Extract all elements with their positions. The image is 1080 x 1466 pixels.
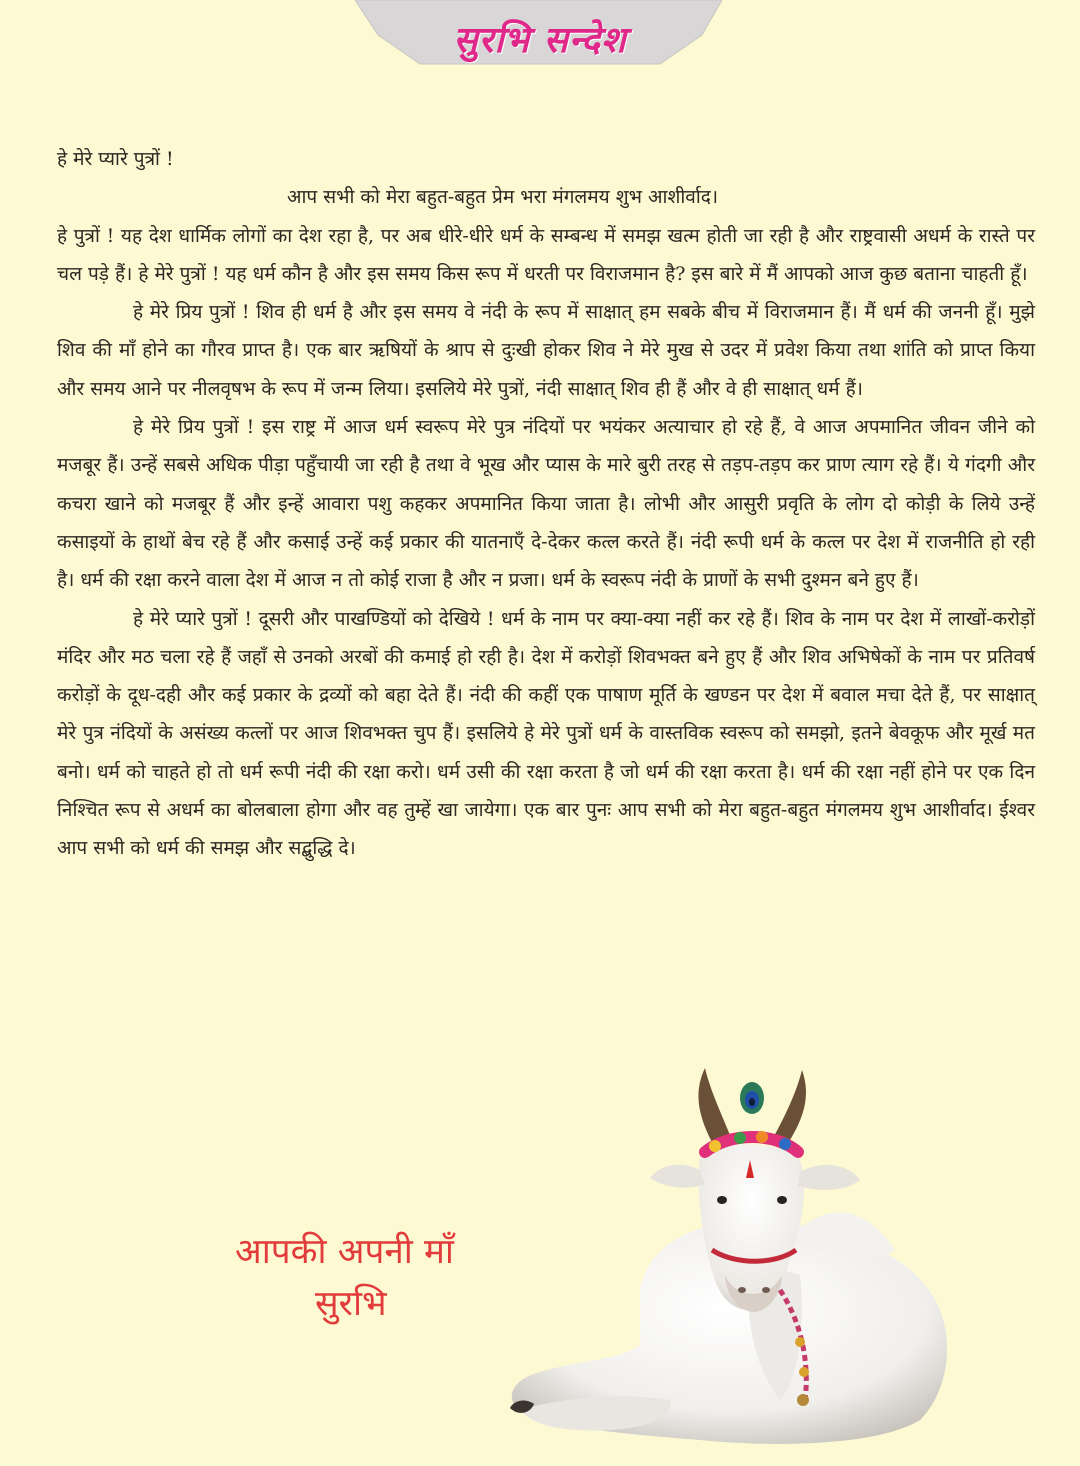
bull-icon	[500, 1060, 960, 1450]
paragraph-4: हे मेरे प्यारे पुत्रों ! दूसरी और पाखण्डियों को देखिये ! धर्म के नाम पर क्या-क्या नहीं कर रहे हैं। शिव के नाम पर देश में लाखों-करोड़ों मंदिर और मठ चला रहे हैं जहाँ से उनको अरबों की कमाई हो रही है। देश में करोड़ों शिवभक्त बने हुए हैं और शिव अभिषेकों के नाम पर प्रतिवर्ष करोड़ों के दूध-दही और कई प्रकार के द्रव्यों को बहा देते हैं। नंदी की कहीं एक पाषाण मूर्ति के खण्डन पर देश में बवाल मचा देते हैं, पर साक्षात् मेरे पुत्र नंदियों के असंख्य कत्लों पर आज शिवभक्त चुप हैं। इसलिये हे मेरे पुत्रों धर्म के वास्तविक स्वरूप को समझो, इतने बेवकूफ और मूर्ख मत बनो। धर्म को चाहते हो तो धर्म रूपी नंदी की रक्षा करो। धर्म उसी की रक्षा करता है जो धर्म की रक्षा करता है। धर्म की रक्षा नहीं होने पर एक दिन निश्चित रूप से अधर्म का बोलबाला होगा और वह तुम्हें खा जायेगा। एक बार पुनः आप सभी को मेरा बहुत-बहुत मंगलमय शुभ आशीर्वाद। ईश्वर आप सभी को धर्म की समझ और सद्बुद्धि दे।	[57, 607, 1035, 860]
salutation: हे मेरे प्यारे पुत्रों !	[57, 148, 174, 170]
signature	[235, 1226, 535, 1330]
page-title: सुरभि सन्देश	[453, 19, 627, 61]
signature-line-1: आपकी अपनी माँ	[235, 1232, 454, 1272]
greeting: आप सभी को मेरा बहुत-बहुत प्रेम भरा मंगलमय शुभ आशीर्वाद।	[287, 186, 719, 209]
signature-name: सुरभि	[315, 1284, 387, 1324]
paragraph-2: हे मेरे प्रिय पुत्रों ! शिव ही धर्म है और इस समय वे नंदी के रूप में साक्षात् हम सबके बीच में विराजमान हैं। मैं धर्म की जननी हूँ। मुझे शिव की माँ होने का गौरव प्राप्त है। एक बार ऋषियों के श्राप से दुःखी होकर शिव ने मेरे मुख से उदर में प्रवेश किया तथा शांति को प्राप्त किया और समय आने पर नीलवृषभ के रूप में जन्म लिया। इसलिये मेरे पुत्रों, नंदी साक्षात् शिव ही हैं और वे ही साक्षात् धर्म हैं।	[57, 301, 1035, 400]
letter-body	[57, 140, 1035, 868]
paragraph-3: हे मेरे प्रिय पुत्रों ! इस राष्ट्र में आज धर्म स्वरूप मेरे पुत्र नंदियों पर भयंकर अत्याचार हो रहे हैं, वे आज अपमानित जीवन जीने को मजबूर हैं। उन्हें सबसे अधिक पीड़ा पहुँचायी जा रही है तथा वे भूख और प्यास के मारे बुरी तरह से तड़प-तड़प कर प्राण त्याग रहे हैं। ये गंदगी और कचरा खाने को मजबूर हैं और इन्हें आवारा पशु कहकर अपमानित किया जाता है। लोभी और आसुरी प्रवृति के लोग दो कोड़ी के लिये उन्हें कसाइयों के हाथों बेच रहे हैं और कसाई उन्हें कई प्रकार की यातनाएँ दे-देकर कत्ल करते हैं। नंदी रूपी धर्म के कत्ल पर देश में राजनीति हो रही है। धर्म की रक्षा करने वाला देश में आज न तो कोई राजा है और न प्रजा। धर्म के स्वरूप नंदी के प्राणों के सभी दुश्मन बने हुए हैं।	[57, 416, 1035, 592]
paragraph-1: हे पुत्रों ! यह देश धार्मिक लोगों का देश रहा है, पर अब धीरे-धीरे धर्म के सम्बन्ध में समझ खत्म होती जा रही है और राष्ट्रवासी अधर्म के रास्ते पर चल पड़े हैं। हे मेरे पुत्रों ! यह धर्म कौन है और इस समय किस रूप में धरती पर विराजमान है? इस बारे में मैं आपको आज कुछ बताना चाहती हूँ।	[57, 224, 1035, 285]
